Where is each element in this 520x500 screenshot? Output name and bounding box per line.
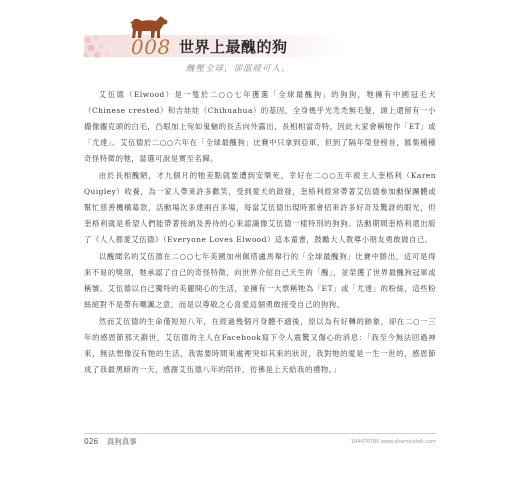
paragraph: 以醜聞名的艾伍德在二○○七年美國加州佩塔盧馬舉行的「全球最醜狗」比賽中勝出，這可是得來不易的獎項，牠承認了自己的奇怪特徵，向世界介紹自己天生的「醜」，並榮獲了世界最醜狗冠軍或稱號。艾伍德以自己獨特的美麗開心的生活，並擁有一大票稱牠為「ET」或「尤達」的粉絲，這些粉絲絕對不是帶有嘲諷之意，而是以尊敬之心喜愛這個勇敢接受自己的狗狗。 — [84, 252, 436, 309]
chapter-title: 世界上最醜的狗 — [179, 38, 288, 56]
decorative-dots-icon — [82, 34, 130, 60]
article-body — [84, 87, 436, 379]
footer-imprint: 104470780 www.sharnoiotek.com — [350, 439, 436, 445]
paragraph: 由於長相醜陋，才九個月的牠差點就要遭到安樂死，幸好在二○○五年被主人奎格利（Karen Quigley）收養，為一家人帶來許多歡笑，受到愛犬的啟發，奎格利經常帶著艾伍德參加動保團體或幫忙慈善機構募款，活動場次多達兩百多場，每當艾伍德出現時都會招來許多好奇及驚訝的眼光，但奎格利就是希望人們能帶著接納及善待的心來認識像艾伍德一樣特別的狗狗。活動期間奎格利還出版了《人人都愛艾伍德》（Everyone Loves Elwood）這本童書，鼓勵大人教導小朋友勇敢做自己。 — [84, 171, 436, 244]
footer-left — [84, 436, 137, 448]
book-title: 真狗真事 — [106, 437, 137, 446]
footer-divider — [84, 433, 436, 434]
page-number: 026 — [84, 437, 99, 446]
book-page — [84, 0, 436, 500]
chapter-subtitle: 醜壓全球，卻溫暖可人。 — [186, 64, 291, 74]
paragraph: 然而艾伍德的生命僅短短八年，在經過幾個月身體不適後，原以為有好轉的跡象，卻在二○一三年的感恩節那天辭世，艾伍德的主人在Facebook寫下令人震驚又傷心的消息：「我至今無法回過神來，無法想像沒有牠的生活，我需要時間來處裡突如其來的狀況，我對牠的愛是一生一世的，感恩節成了我最黑暗的一天，感謝艾伍德八年的陪伴，彷彿是上天給我的禮物。」 — [84, 317, 436, 374]
paragraph: 艾伍德（Elwood）是一隻於二○○七年獲選「全球最醜狗」的狗狗，牠擁有中國冠毛犬（Chinese crested）和吉娃娃（Chihuahua）的基因，全身幾乎光禿禿無毛髮，頭上還留有一小撮像龐克頭的白毛，凸眼加上宛如鬼魅的長舌向外露出，長相相當奇特，因此大家會稱牠作「ET」或「尤達」。艾伍德於二○○六年在「全球最醜狗」比賽中只拿到亞軍，但到了隔年榮登榜首，匯集種種奇怪特徵的牠，當選可說是實至名歸。 — [84, 90, 436, 163]
chapter-number: 008 — [131, 35, 171, 59]
